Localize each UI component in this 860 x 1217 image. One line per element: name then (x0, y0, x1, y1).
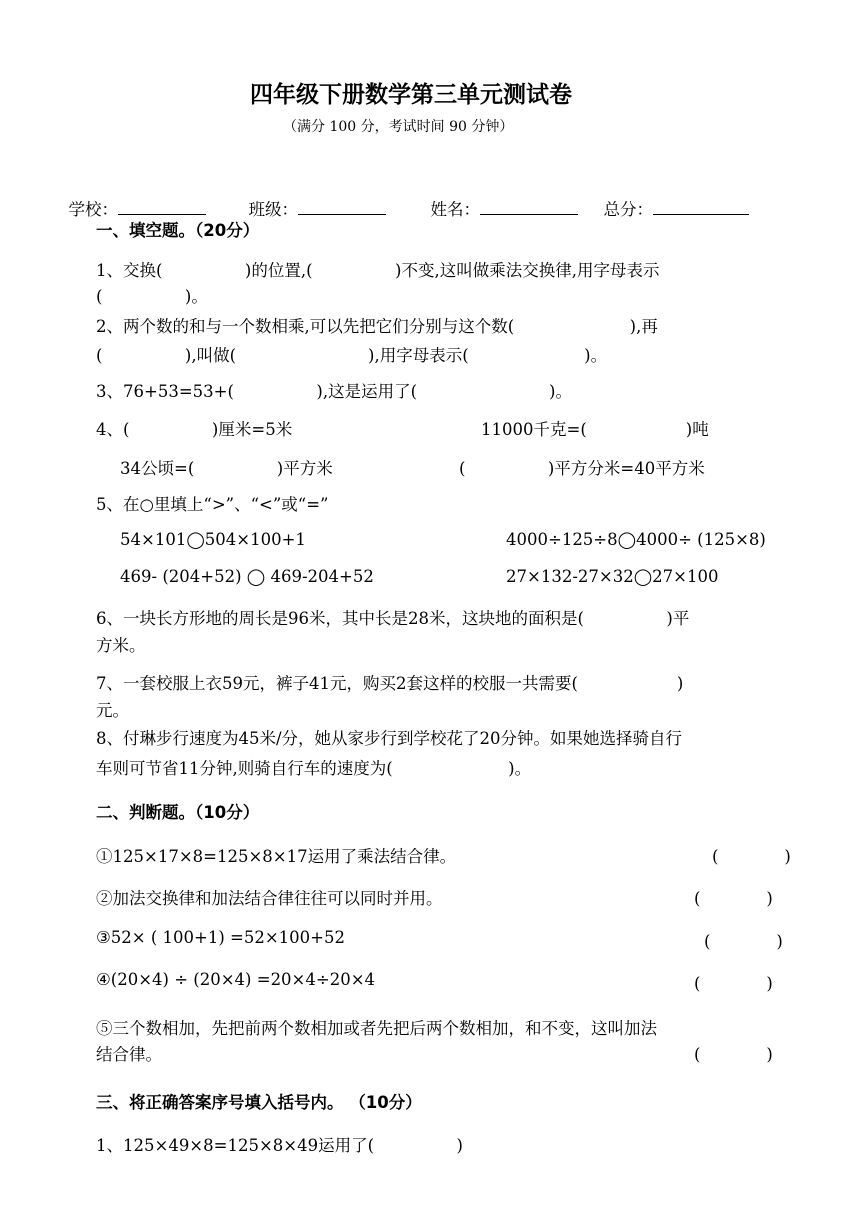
school-field[interactable] (118, 200, 206, 215)
q8-line1: 8、付琳步行速度为45米/分，她从家步行到学校花了20分钟。如果她选择骑自行 (96, 729, 683, 748)
judge-5-line1: ⑤三个数相加，先把前两个数相加或者先把后两个数相加，和不变，这叫加法 (96, 1019, 657, 1038)
q6-line2: 方米。 (96, 636, 146, 655)
section2-heading: 二、判断题。（10分） (96, 803, 260, 822)
judge-1-answer[interactable]: ( ) (712, 847, 791, 866)
total-label: 总分： (603, 200, 653, 219)
q7-line2: 元。 (96, 701, 129, 720)
judge-3: ③52× ( 100+1) =52×100+52 (96, 928, 345, 947)
q2-line1: 2、两个数的和与一个数相乘,可以先把它们分别与这个数( ),再 (96, 317, 658, 336)
q4-c: 34公顷=( )平方米 (120, 459, 333, 478)
judge-2-answer[interactable]: ( ) (694, 889, 773, 908)
name-row (420, 177, 578, 220)
q4-b: 11000千克=( )吨 (481, 420, 709, 439)
info-row (58, 177, 206, 220)
class-row (238, 177, 386, 220)
judge-2: ②加法交换律和加法结合律往往可以同时并用。 (96, 889, 443, 908)
judge-4-answer[interactable]: ( ) (694, 974, 773, 993)
judge-4: ④(20×4) ÷ (20×4) =20×4÷20×4 (96, 970, 376, 989)
q6-line1: 6、一块长方形地的周长是96米，其中长是28米，这块地的面积是( )平 (96, 609, 690, 628)
section3-heading: 三、将正确答案序号填入括号内。 （10分） (96, 1093, 422, 1112)
q5-d: 27×132-27×32◯27×100 (506, 567, 719, 586)
q5: 5、在○里填上“>”、“<”或“=” (96, 495, 329, 514)
total-field[interactable] (653, 200, 749, 215)
q5-c: 469- (204+52) ◯ 469-204+52 (120, 567, 374, 586)
q3: 3、76+53=53+( ),这是运用了( )。 (96, 382, 572, 401)
judge-5-line2: 结合律。 (96, 1045, 162, 1064)
q7-line1: 7、一套校服上衣59元，裤子41元，购买2套这样的校服一共需要( ) (96, 674, 684, 693)
q5-a: 54×101◯504×100+1 (120, 530, 306, 549)
name-label: 姓名： (430, 200, 480, 219)
school-label: 学校： (68, 200, 118, 219)
q5-b: 4000÷125÷8◯4000÷ (125×8) (506, 530, 766, 549)
page-subtitle: （满分 100 分，考试时间 90 分钟） (283, 119, 514, 135)
section1-heading: 一、填空题。（20分） (96, 221, 260, 240)
class-field[interactable] (298, 200, 386, 215)
name-field[interactable] (480, 200, 578, 215)
q1-line2: ( )。 (96, 287, 208, 306)
total-row (593, 177, 749, 220)
judge-1: ①125×17×8=125×8×17运用了乘法结合律。 (96, 847, 457, 866)
judge-5-answer[interactable]: ( ) (694, 1045, 773, 1064)
judge-3-answer[interactable]: ( ) (704, 932, 783, 951)
choice-1: 1、125×49×8=125×8×49运用了( ) (96, 1136, 463, 1155)
class-label: 班级： (248, 200, 298, 219)
q4-d: ( )平方分米=40平方米 (459, 459, 705, 478)
q8-line2: 车则可节省11分钟,则骑自行车的速度为( )。 (96, 759, 532, 778)
q2-line2: ( ),叫做( ),用字母表示( )。 (96, 346, 608, 365)
q4-a: 4、( )厘米=5米 (96, 420, 293, 439)
q1-line1: 1、交换( )的位置,( )不变,这叫做乘法交换律,用字母表示 (96, 261, 660, 280)
page-title: 四年级下册数学第三单元测试卷 (250, 82, 572, 108)
